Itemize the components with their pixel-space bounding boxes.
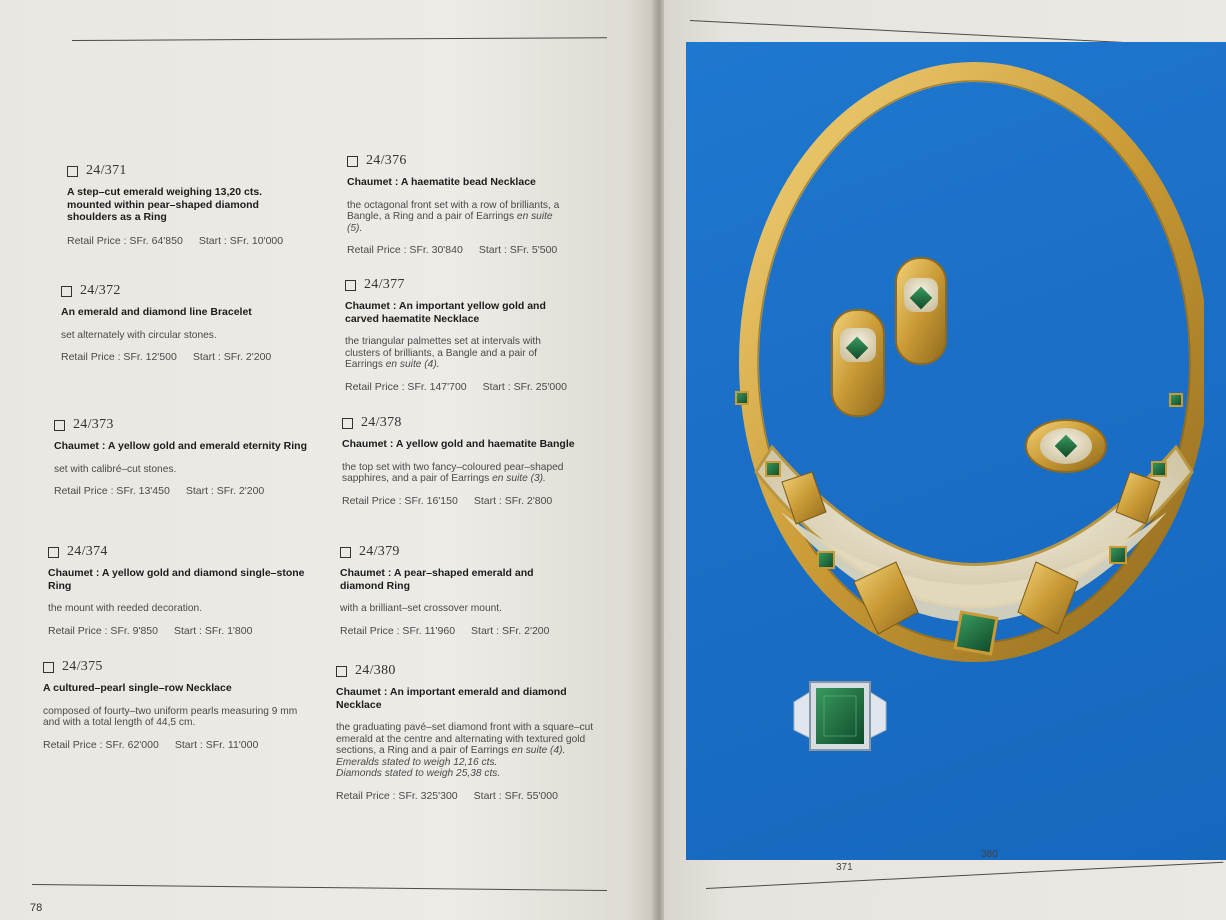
lot-prices: [61, 351, 331, 363]
lot-prices: [48, 625, 318, 637]
retail-price: Retail Price : SFr. 30'840: [347, 244, 463, 257]
lot-description: the octagonal front set with a row of brilliants, a Bangle, a Ring and a pair of Earrings en suite (5).: [347, 199, 560, 234]
lot-checkbox[interactable]: [54, 420, 65, 431]
lot-header: [336, 663, 598, 679]
lot-title: Chaumet : A pear–shaped emerald and diamond Ring: [340, 567, 534, 592]
start-price: Start : SFr. 2'200: [471, 624, 550, 637]
start-price: Start : SFr. 10'000: [198, 234, 284, 247]
lot-checkbox[interactable]: [43, 662, 54, 673]
lot-entry: [347, 153, 567, 256]
retail-price: Retail Price : SFr. 64'850: [67, 234, 183, 247]
page-number: 78: [30, 902, 43, 914]
lot-prices: [342, 495, 600, 507]
lot-prices: [336, 790, 598, 802]
lot-title: A step–cut emerald weighing 13,20 cts. mounted within pear–shaped diamond shoulders as a Ring: [67, 186, 263, 223]
lot-prices: [347, 244, 567, 256]
lot-entry: [43, 659, 313, 751]
retail-price: Retail Price : SFr. 325'300: [336, 789, 458, 802]
lot-number: 24/375: [62, 659, 103, 674]
lot-header: [347, 153, 567, 169]
lot-description: composed of fourty–two uniform pearls measuring 9 mm and with a total length of 44,5 cm.: [43, 705, 298, 729]
earring-right: [896, 258, 946, 364]
lot-title: Chaumet : A haematite bead Necklace: [347, 176, 536, 188]
lot-checkbox[interactable]: [340, 547, 351, 558]
lot-entry: [342, 415, 600, 507]
lot-description: the graduating pavé–set diamond front with a square–cut emerald at the centre and alternating with textured gold sections, a Ring and a pair of Earrings en suite (4). Emeralds stated to weigh 12,16 cts. Diamonds stated to weigh 25,38 cts.: [336, 722, 594, 780]
retail-price: Retail Price : SFr. 13'450: [54, 485, 170, 498]
start-price: Start : SFr. 55'000: [473, 789, 558, 802]
retail-price: Retail Price : SFr. 62'000: [43, 738, 159, 751]
start-price: Start : SFr. 25'000: [482, 380, 567, 393]
lot-number: 24/373: [73, 417, 114, 432]
lot-header: [61, 283, 331, 299]
start-price: Start : SFr. 11'000: [174, 738, 259, 751]
lot-description: the triangular palmettes set at intervals with clusters of brilliants, a Bangle and a pair of Earrings en suite (4).: [345, 336, 541, 371]
lot-title: A cultured–pearl single–row Necklace: [43, 682, 232, 694]
lot-checkbox[interactable]: [48, 547, 59, 558]
lot-checkbox[interactable]: [345, 280, 356, 291]
retail-price: Retail Price : SFr. 11'960: [340, 624, 456, 637]
earring-left: [832, 310, 884, 416]
lot-entry: [336, 663, 598, 802]
lot-header: [48, 544, 318, 560]
side-emerald: [818, 552, 834, 568]
lot-checkbox[interactable]: [342, 418, 353, 429]
lot-title: Chaumet : An important yellow gold and carved haematite Necklace: [345, 300, 546, 325]
lot-header: [54, 417, 324, 433]
lot-prices: [67, 235, 307, 247]
retail-price: Retail Price : SFr. 12'500: [61, 351, 177, 364]
lot-checkbox[interactable]: [67, 166, 78, 177]
lot-title: An emerald and diamond line Bracelet: [61, 306, 252, 318]
jewelry-illustration: [686, 42, 1204, 860]
lot-description: set alternately with circular stones.: [61, 329, 217, 341]
retail-price: Retail Price : SFr. 9'850: [48, 624, 158, 637]
emerald-ring: [794, 682, 886, 750]
lot-checkbox[interactable]: [347, 156, 358, 167]
retail-price: Retail Price : SFr. 147'700: [345, 380, 467, 393]
photo-caption-380: 380: [981, 849, 998, 860]
lot-entry: [345, 277, 575, 393]
lot-header: [43, 659, 313, 675]
lot-checkbox[interactable]: [336, 666, 347, 677]
lot-checkbox[interactable]: [61, 286, 72, 297]
gold-ring: [1026, 420, 1106, 472]
lot-description: with a brilliant–set crossover mount.: [340, 603, 502, 614]
lot-title: Chaumet : A yellow gold and diamond single–stone Ring: [48, 567, 305, 592]
lot-entry: [67, 163, 307, 247]
retail-price: Retail Price : SFr. 16'150: [342, 494, 458, 507]
lot-description: the mount with reeded decoration.: [48, 603, 203, 614]
lot-title: Chaumet : A yellow gold and haematite Bangle: [342, 438, 575, 450]
lot-description: set with calibré–cut stones.: [54, 463, 177, 475]
start-price: Start : SFr. 2'800: [473, 494, 553, 507]
side-emerald: [1110, 547, 1126, 563]
lot-number: 24/379: [359, 544, 400, 559]
lot-entry: [61, 283, 331, 363]
side-emerald: [766, 462, 780, 476]
lot-entry: [48, 544, 318, 637]
start-price: Start : SFr. 5'500: [478, 244, 558, 257]
lot-title: Chaumet : An important emerald and diamond Necklace: [336, 686, 567, 711]
lot-number: 24/374: [67, 544, 108, 559]
lot-prices: [345, 381, 575, 393]
side-emerald: [736, 392, 748, 404]
lot-header: [342, 415, 600, 431]
lot-description: the top set with two fancy–coloured pear–shaped sapphires, and a pair of Earrings en suite (3).: [342, 461, 564, 485]
lot-number: 24/372: [80, 283, 121, 298]
lot-number: 24/376: [366, 153, 407, 168]
lot-title: Chaumet : A yellow gold and emerald eternity Ring: [54, 440, 308, 452]
lot-prices: [54, 485, 324, 497]
lot-entry: [54, 417, 324, 497]
lot-prices: [43, 739, 313, 751]
lot-header: [67, 163, 307, 179]
start-price: Start : SFr. 1'800: [173, 624, 253, 637]
lot-number: 24/377: [364, 277, 405, 292]
start-price: Start : SFr. 2'200: [192, 351, 272, 364]
side-emerald: [1152, 462, 1166, 476]
start-price: Start : SFr. 2'200: [185, 485, 265, 498]
lot-prices: [340, 625, 580, 637]
lot-number: 24/380: [355, 663, 396, 678]
lot-entry: [340, 544, 580, 637]
side-emerald: [1170, 394, 1182, 406]
centre-emerald: [955, 612, 997, 654]
lot-number: 24/371: [86, 163, 127, 178]
lot-header: [345, 277, 575, 293]
lot-header: [340, 544, 580, 560]
lot-number: 24/378: [361, 415, 402, 430]
photo-caption-371: 371: [836, 862, 853, 873]
jewelry-photograph: [686, 42, 1226, 860]
